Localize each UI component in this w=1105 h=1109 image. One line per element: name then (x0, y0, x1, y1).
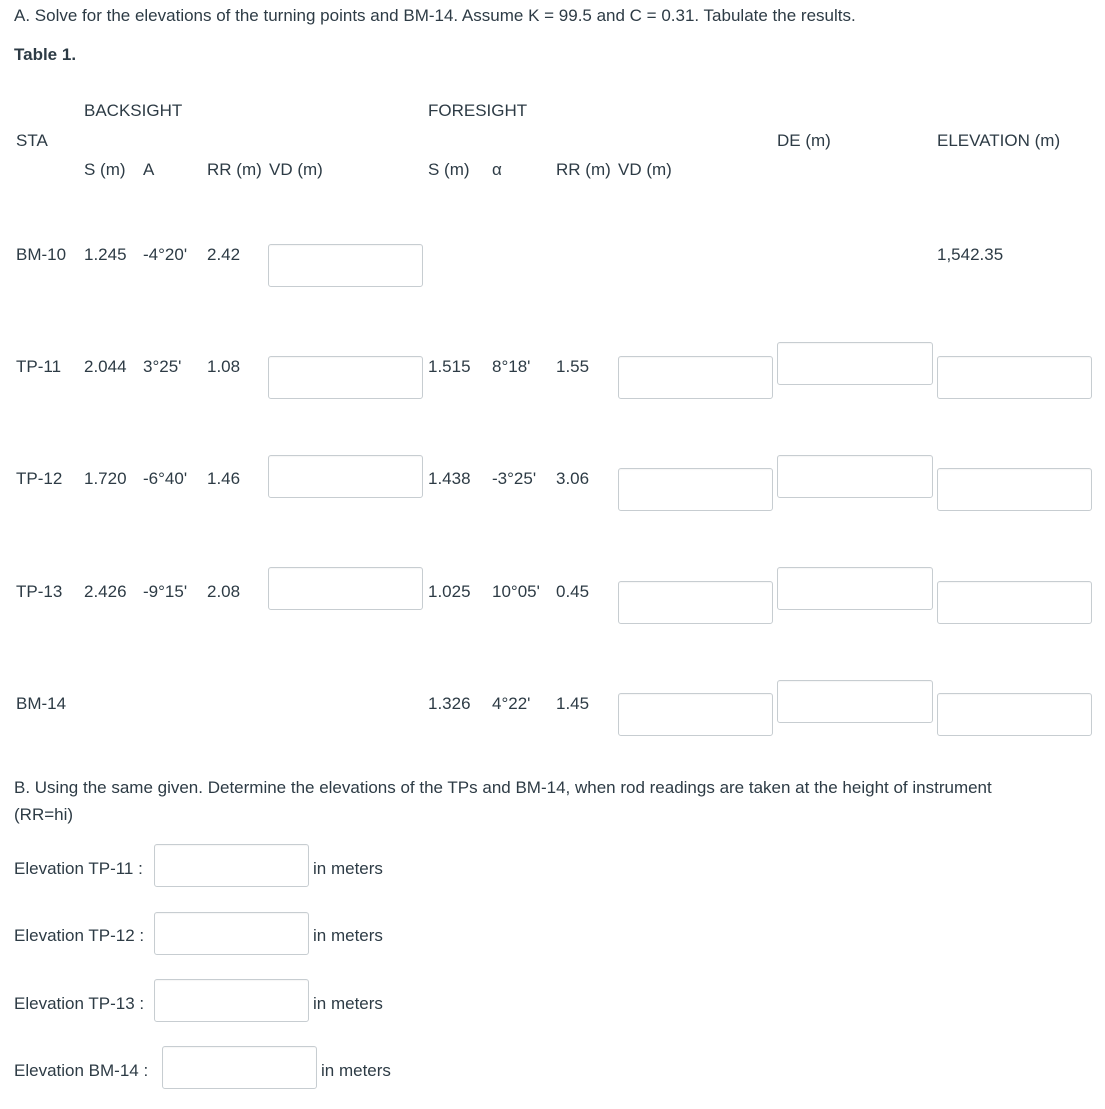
row-fs-rr: 1.45 (556, 694, 590, 713)
row-bs-angle: 3°25' (143, 357, 182, 376)
row-fs-rr: 0.45 (556, 582, 590, 601)
row-bs-angle: -4°20' (143, 245, 188, 264)
tp11-de-input[interactable] (777, 342, 933, 385)
elevation-tp13-input[interactable] (154, 979, 309, 1022)
tp12-fs-vd-input[interactable] (618, 468, 773, 511)
row-bs-rr: 2.42 (207, 245, 241, 264)
row-bs-s: 2.426 (84, 582, 127, 601)
row-bs-s: 2.044 (84, 357, 127, 376)
header-foresight: FORESIGHT (428, 101, 528, 120)
field-label: Elevation TP-13 : (14, 994, 145, 1013)
part-b-instruction-cont: (RR=hi) (14, 805, 74, 824)
row-sta: TP-13 (16, 582, 63, 601)
part-b-instruction: B. Using the same given. Determine the elevations of the TPs and BM-14, when rod readings are taken at the height of instrument (14, 778, 992, 797)
tp11-bs-vd-input[interactable] (268, 356, 423, 399)
tp11-elevation-input[interactable] (937, 356, 1092, 399)
row-fs-s: 1.438 (428, 469, 471, 488)
tp13-fs-vd-input[interactable] (618, 581, 773, 624)
tp13-de-input[interactable] (777, 567, 933, 610)
unit-label: in meters (321, 1061, 391, 1080)
unit-label: in meters (313, 859, 383, 878)
elevation-bm14-input[interactable] (162, 1046, 317, 1089)
row-fs-angle: 4°22' (492, 694, 531, 713)
row-bs-s: 1.245 (84, 245, 127, 264)
header-sta: STA (16, 131, 48, 150)
row-sta: TP-12 (16, 469, 63, 488)
table-title: Table 1. (14, 45, 77, 64)
row-sta: BM-10 (16, 245, 67, 264)
row-fs-s: 1.515 (428, 357, 471, 376)
elevation-tp12-input[interactable] (154, 912, 309, 955)
row-elevation: 1,542.35 (937, 245, 1004, 264)
unit-label: in meters (313, 994, 383, 1013)
row-bs-rr: 1.08 (207, 357, 241, 376)
header-bs-vd: VD (m) (269, 160, 323, 179)
header-fs-vd: VD (m) (618, 160, 672, 179)
header-elevation: ELEVATION (m) (937, 131, 1061, 150)
row-sta: TP-11 (16, 357, 62, 376)
field-label: Elevation TP-11 : (14, 859, 143, 878)
row-fs-s: 1.326 (428, 694, 471, 713)
row-bs-angle: -6°40' (143, 469, 188, 488)
tp12-de-input[interactable] (777, 455, 933, 498)
row-bs-angle: -9°15' (143, 582, 188, 601)
tp13-bs-vd-input[interactable] (268, 567, 423, 610)
header-bs-s: S (m) (84, 160, 126, 179)
row-bs-s: 1.720 (84, 469, 127, 488)
header-fs-alpha: α (492, 160, 502, 179)
tp13-elevation-input[interactable] (937, 581, 1092, 624)
bm10-bs-vd-input[interactable] (268, 244, 423, 287)
row-fs-s: 1.025 (428, 582, 471, 601)
header-fs-rr: RR (m) (556, 160, 611, 179)
row-bs-rr: 1.46 (207, 469, 241, 488)
row-fs-rr: 1.55 (556, 357, 590, 376)
header-bs-rr: RR (m) (207, 160, 262, 179)
elevation-tp11-input[interactable] (154, 844, 309, 887)
row-fs-angle: 10°05' (492, 582, 540, 601)
tp12-elevation-input[interactable] (937, 468, 1092, 511)
header-bs-a: A (143, 160, 155, 179)
row-fs-angle: -3°25' (492, 469, 537, 488)
field-label: Elevation BM-14 : (14, 1061, 149, 1080)
bm14-de-input[interactable] (777, 680, 933, 723)
field-label: Elevation TP-12 : (14, 926, 145, 945)
bm14-fs-vd-input[interactable] (618, 693, 773, 736)
row-fs-rr: 3.06 (556, 469, 590, 488)
tp11-fs-vd-input[interactable] (618, 356, 773, 399)
row-bs-rr: 2.08 (207, 582, 241, 601)
header-de: DE (m) (777, 131, 831, 150)
bm14-elevation-input[interactable] (937, 693, 1092, 736)
row-sta: BM-14 (16, 694, 67, 713)
unit-label: in meters (313, 926, 383, 945)
tp12-bs-vd-input[interactable] (268, 455, 423, 498)
part-a-instruction: A. Solve for the elevations of the turning points and BM-14. Assume K = 99.5 and C = 0.31. Tabulate the results. (14, 6, 856, 25)
row-fs-angle: 8°18' (492, 357, 531, 376)
header-backsight: BACKSIGHT (84, 101, 183, 120)
header-fs-s: S (m) (428, 160, 470, 179)
